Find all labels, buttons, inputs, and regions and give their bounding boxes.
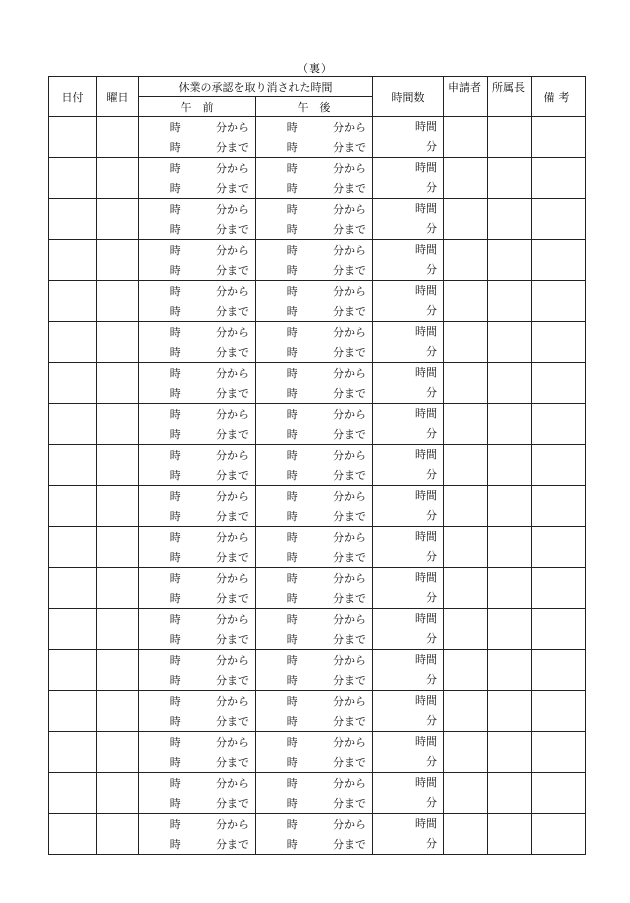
table-row [49, 322, 586, 363]
weekday-cell[interactable] [97, 773, 139, 814]
weekday-cell[interactable] [97, 568, 139, 609]
page-title: （裏） [297, 62, 333, 75]
applicant-seal-cell[interactable] [444, 158, 488, 199]
pm-time-cell[interactable]: 時 分から 時 分まで [256, 322, 373, 363]
applicant-seal-cell[interactable] [444, 732, 488, 773]
pm-time-cell[interactable]: 時 分から 時 分まで [256, 240, 373, 281]
applicant-seal-cell[interactable] [444, 445, 488, 486]
hours-cell[interactable]: 時間 分 [373, 404, 444, 445]
supervisor-seal-cell[interactable] [488, 445, 532, 486]
am-time-cell[interactable]: 時 分から 時 分まで [139, 445, 256, 486]
header-date: 日付 [49, 77, 97, 117]
date-cell[interactable] [49, 199, 97, 240]
weekday-cell[interactable] [97, 445, 139, 486]
remarks-cell[interactable] [532, 117, 586, 158]
am-time-cell[interactable]: 時 分から 時 分まで [139, 322, 256, 363]
remarks-cell[interactable] [532, 199, 586, 240]
applicant-seal-cell[interactable] [444, 609, 488, 650]
table-row [49, 404, 586, 445]
weekday-cell[interactable] [97, 486, 139, 527]
weekday-cell[interactable] [97, 240, 139, 281]
hours-cell[interactable]: 時間 分 [373, 158, 444, 199]
supervisor-seal-cell[interactable] [488, 240, 532, 281]
am-time-cell[interactable]: 時 分から 時 分まで [139, 240, 256, 281]
supervisor-seal-cell[interactable] [488, 527, 532, 568]
hours-cell[interactable]: 時間 分 [373, 814, 444, 855]
hours-cell[interactable]: 時間 分 [373, 691, 444, 732]
pm-time-cell[interactable]: 時 分から 時 分まで [256, 691, 373, 732]
date-cell[interactable] [49, 363, 97, 404]
supervisor-seal-cell[interactable] [488, 650, 532, 691]
header-pm: 午 後 [256, 97, 373, 117]
hours-cell[interactable]: 時間 分 [373, 322, 444, 363]
supervisor-seal-cell[interactable] [488, 322, 532, 363]
pm-time-cell[interactable]: 時 分から 時 分まで [256, 445, 373, 486]
am-time-cell[interactable]: 時 分から 時 分まで [139, 814, 256, 855]
hours-cell[interactable]: 時間 分 [373, 486, 444, 527]
supervisor-seal-cell[interactable] [488, 363, 532, 404]
am-time-cell[interactable]: 時 分から 時 分まで [139, 158, 256, 199]
cancellation-record-table [48, 76, 586, 855]
applicant-seal-cell[interactable] [444, 527, 488, 568]
am-time-cell[interactable]: 時 分から 時 分まで [139, 691, 256, 732]
am-time-cell[interactable]: 時 分から 時 分まで [139, 732, 256, 773]
pm-time-cell[interactable]: 時 分から 時 分まで [256, 650, 373, 691]
am-time-cell[interactable]: 時 分から 時 分まで [139, 773, 256, 814]
pm-time-cell[interactable]: 時 分から 時 分まで [256, 814, 373, 855]
date-cell[interactable] [49, 445, 97, 486]
applicant-seal-cell[interactable] [444, 240, 488, 281]
pm-time-cell[interactable]: 時 分から 時 分まで [256, 158, 373, 199]
applicant-seal-cell[interactable] [444, 691, 488, 732]
remarks-cell[interactable] [532, 281, 586, 322]
pm-time-cell[interactable]: 時 分から 時 分まで [256, 773, 373, 814]
date-cell[interactable] [49, 814, 97, 855]
supervisor-seal-cell[interactable] [488, 814, 532, 855]
pm-time-cell[interactable]: 時 分から 時 分まで [256, 199, 373, 240]
weekday-cell[interactable] [97, 650, 139, 691]
am-time-cell[interactable]: 時 分から 時 分まで [139, 568, 256, 609]
table-row [49, 240, 586, 281]
header-applicant: 申請者 [444, 77, 488, 117]
hours-cell[interactable]: 時間 分 [373, 732, 444, 773]
date-cell[interactable] [49, 486, 97, 527]
supervisor-seal-cell[interactable] [488, 486, 532, 527]
am-time-cell[interactable]: 時 分から 時 分まで [139, 363, 256, 404]
date-cell[interactable] [49, 609, 97, 650]
supervisor-seal-cell[interactable] [488, 117, 532, 158]
weekday-cell[interactable] [97, 609, 139, 650]
remarks-cell[interactable] [532, 486, 586, 527]
supervisor-seal-cell[interactable] [488, 404, 532, 445]
remarks-cell[interactable] [532, 773, 586, 814]
date-cell[interactable] [49, 650, 97, 691]
remarks-cell[interactable] [532, 404, 586, 445]
table-row [49, 650, 586, 691]
header-am: 午 前 [139, 97, 256, 117]
pm-time-cell[interactable]: 時 分から 時 分まで [256, 486, 373, 527]
table-row [49, 199, 586, 240]
pm-time-cell[interactable]: 時 分から 時 分まで [256, 732, 373, 773]
hours-cell[interactable]: 時間 分 [373, 363, 444, 404]
remarks-cell[interactable] [532, 609, 586, 650]
remarks-cell[interactable] [532, 691, 586, 732]
header-weekday: 曜日 [97, 77, 139, 117]
hours-cell[interactable]: 時間 分 [373, 568, 444, 609]
applicant-seal-cell[interactable] [444, 322, 488, 363]
hours-cell[interactable]: 時間 分 [373, 240, 444, 281]
table-row [49, 527, 586, 568]
header-supervisor: 所属長 [488, 77, 532, 117]
weekday-cell[interactable] [97, 281, 139, 322]
hours-cell[interactable]: 時間 分 [373, 527, 444, 568]
hours-cell[interactable]: 時間 分 [373, 281, 444, 322]
am-time-cell[interactable]: 時 分から 時 分まで [139, 199, 256, 240]
remarks-cell[interactable] [532, 158, 586, 199]
supervisor-seal-cell[interactable] [488, 691, 532, 732]
weekday-cell[interactable] [97, 363, 139, 404]
applicant-seal-cell[interactable] [444, 773, 488, 814]
hours-cell[interactable]: 時間 分 [373, 650, 444, 691]
date-cell[interactable] [49, 732, 97, 773]
supervisor-seal-cell[interactable] [488, 773, 532, 814]
date-cell[interactable] [49, 404, 97, 445]
supervisor-seal-cell[interactable] [488, 609, 532, 650]
header-cancelled-time: 休業の承認を取り消された時間 [139, 77, 373, 97]
date-cell[interactable] [49, 773, 97, 814]
pm-time-cell[interactable]: 時 分から 時 分まで [256, 609, 373, 650]
remarks-cell[interactable] [532, 650, 586, 691]
hours-cell[interactable]: 時間 分 [373, 199, 444, 240]
remarks-cell[interactable] [532, 322, 586, 363]
applicant-seal-cell[interactable] [444, 363, 488, 404]
am-time-cell[interactable]: 時 分から 時 分まで [139, 486, 256, 527]
table-row [49, 281, 586, 322]
weekday-cell[interactable] [97, 691, 139, 732]
date-cell[interactable] [49, 568, 97, 609]
remarks-cell[interactable] [532, 363, 586, 404]
pm-time-cell[interactable]: 時 分から 時 分まで [256, 281, 373, 322]
hours-cell[interactable]: 時間 分 [373, 117, 444, 158]
am-time-cell[interactable]: 時 分から 時 分まで [139, 281, 256, 322]
remarks-cell[interactable] [532, 568, 586, 609]
am-time-cell[interactable]: 時 分から 時 分まで [139, 527, 256, 568]
applicant-seal-cell[interactable] [444, 650, 488, 691]
applicant-seal-cell[interactable] [444, 281, 488, 322]
table-row [49, 691, 586, 732]
weekday-cell[interactable] [97, 199, 139, 240]
am-time-cell[interactable]: 時 分から 時 分まで [139, 404, 256, 445]
pm-time-cell[interactable]: 時 分から 時 分まで [256, 363, 373, 404]
applicant-seal-cell[interactable] [444, 486, 488, 527]
date-cell[interactable] [49, 117, 97, 158]
date-cell[interactable] [49, 527, 97, 568]
weekday-cell[interactable] [97, 732, 139, 773]
hours-cell[interactable]: 時間 分 [373, 773, 444, 814]
remarks-cell[interactable] [532, 445, 586, 486]
remarks-cell[interactable] [532, 240, 586, 281]
table-row [49, 158, 586, 199]
hours-cell[interactable]: 時間 分 [373, 609, 444, 650]
weekday-cell[interactable] [97, 158, 139, 199]
table-row [49, 568, 586, 609]
header-hours: 時間数 [373, 77, 444, 117]
supervisor-seal-cell[interactable] [488, 158, 532, 199]
date-cell[interactable] [49, 322, 97, 363]
weekday-cell[interactable] [97, 117, 139, 158]
remarks-cell[interactable] [532, 732, 586, 773]
supervisor-seal-cell[interactable] [488, 568, 532, 609]
table-row [49, 773, 586, 814]
header-remarks: 備考 [532, 77, 586, 117]
applicant-seal-cell[interactable] [444, 199, 488, 240]
table-row [49, 486, 586, 527]
date-cell[interactable] [49, 240, 97, 281]
remarks-cell[interactable] [532, 527, 586, 568]
weekday-cell[interactable] [97, 322, 139, 363]
hours-cell[interactable]: 時間 分 [373, 445, 444, 486]
pm-time-cell[interactable]: 時 分から 時 分まで [256, 568, 373, 609]
table-row [49, 117, 586, 158]
weekday-cell[interactable] [97, 527, 139, 568]
remarks-cell[interactable] [532, 814, 586, 855]
pm-time-cell[interactable]: 時 分から 時 分まで [256, 527, 373, 568]
table-row [49, 363, 586, 404]
supervisor-seal-cell[interactable] [488, 199, 532, 240]
pm-time-cell[interactable]: 時 分から 時 分まで [256, 404, 373, 445]
am-time-cell[interactable]: 時 分から 時 分まで [139, 650, 256, 691]
table-row [49, 445, 586, 486]
am-time-cell[interactable]: 時 分から 時 分まで [139, 609, 256, 650]
date-cell[interactable] [49, 691, 97, 732]
applicant-seal-cell[interactable] [444, 814, 488, 855]
table-row [49, 732, 586, 773]
supervisor-seal-cell[interactable] [488, 281, 532, 322]
weekday-cell[interactable] [97, 404, 139, 445]
date-cell[interactable] [49, 158, 97, 199]
pm-time-cell[interactable]: 時 分から 時 分まで [256, 117, 373, 158]
am-time-cell[interactable]: 時 分から 時 分まで [139, 117, 256, 158]
supervisor-seal-cell[interactable] [488, 732, 532, 773]
applicant-seal-cell[interactable] [444, 117, 488, 158]
weekday-cell[interactable] [97, 814, 139, 855]
applicant-seal-cell[interactable] [444, 568, 488, 609]
table-row [49, 814, 586, 855]
date-cell[interactable] [49, 281, 97, 322]
applicant-seal-cell[interactable] [444, 404, 488, 445]
table-row [49, 609, 586, 650]
